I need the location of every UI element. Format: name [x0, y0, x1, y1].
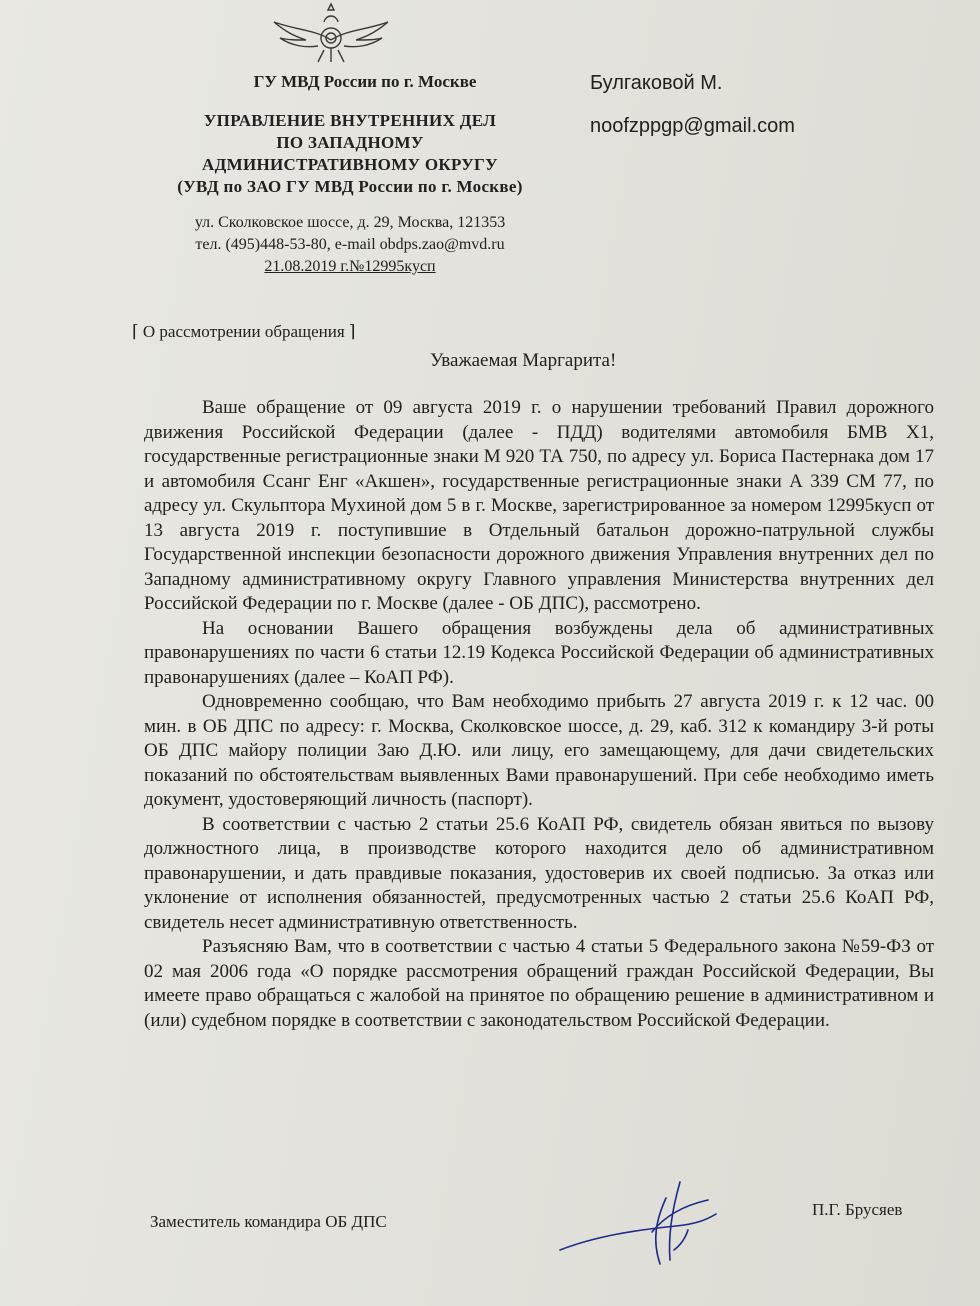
recipient-email: noofzppgp@gmail.com [590, 115, 795, 137]
handwritten-signature [556, 1160, 756, 1270]
dept-line: (УВД по ЗАО ГУ МВД России по г. Москве) [177, 177, 523, 196]
dept-line: АДМИНИСТРАТИВНОМУ ОКРУГУ [202, 155, 498, 174]
salutation: Уважаемая Маргарита! [430, 350, 617, 371]
address: ул. Сколковское шоссе, д. 29, Москва, 121353 [194, 214, 506, 231]
recipient-name: Булгаковой М. [590, 72, 723, 94]
department-name [150, 110, 550, 198]
signer-name: П.Г. Брусяев [812, 1200, 903, 1219]
signer-position: Заместитель командира ОБ ДПС [150, 1212, 387, 1231]
subject-line [132, 322, 356, 342]
double-headed-eagle-emblem-icon [266, 0, 396, 64]
body-paragraph: Одновременно сообщаю, что Вам необходимо прибыть 27 августа 2019 г. к 12 час. 00 мин. в ОБ ДПС по адресу: г. Москва, Сколковское шоссе, д. 29, каб. 312 к командиру 3-й роты ОБ ДПС майору полиции Заю Д.Ю. или лицу, его замещающему, для дачи свидетельских показаний по обстоятельствам выявленных Вами правонарушений. При себе необходимо иметь документ, удостоверяющий личность (паспорт). [144, 691, 934, 810]
corner-bracket-left-icon: ⌈ [132, 322, 139, 341]
body-paragraph: Разъясняю Вам, что в соответствии с частью 4 статьи 5 Федерального закона №59-ФЗ от 02 мая 2006 года «О порядке рассмотрения обращений граждан Российской Федерации, Вы имеете право обращаться с жалобой на принятое по обращению решение в административном и (или) судебном порядке в соответствии с законодательством Российской Федерации. [144, 936, 934, 1031]
corner-bracket-right-icon: ⌉ [348, 322, 356, 341]
registration-number: 21.08.2019 г.№12995кусп [264, 258, 436, 275]
body-paragraph: Ваше обращение от 09 августа 2019 г. о нарушении требований Правил дорожного движения Российской Федерации (далее - ПДД) водителями автомобиля БМВ Х1, государственные регистрационные знаки М 920 ТА 750, по адресу ул. Бориса Пастернака дом 17 и автомобиля Ссанг Енг «Акшен», государственные регистрационные знаки А 339 СМ 77, по адресу ул. Скульптора Мухиной дом 5 в г. Москве, зарегистрированное за номером 12995кусп от 13 августа 2019 г. поступившие в Отдельный батальон дорожно-патрульной службы Государственной инспекции безопасности дорожного движения Управления внутренних дел по Западному административному округу Главного управления Министерства внутренних дел Российской Федерации по г. Москве (далее - ОБ ДПС), рассмотрено. [144, 397, 934, 614]
dept-line: ПО ЗАПАДНОМУ [276, 133, 424, 152]
body-paragraph: В соответствии с частью 2 статьи 25.6 КоАП РФ, свидетель обязан явиться по вызову должностного лица, в производстве которого находится дело об административном правонарушении, и дать правдивые показания, удостоверив их своей подписью. За отказ или уклонение от исполнения обязанностей, предусмотренных частью 2 статьи 25.6 КоАП РФ, свидетель несет административную ответственность. [144, 813, 934, 933]
subject-text: О рассмотрении обращения [142, 322, 345, 341]
contacts: тел. (495)448-53-80, e-mail obdps.zao@mvd.ru [195, 236, 505, 253]
dept-line: УПРАВЛЕНИЕ ВНУТРЕННИХ ДЕЛ [203, 111, 497, 130]
letter-body [144, 396, 934, 1033]
issuer-block [150, 72, 550, 278]
org-top: ГУ МВД России по г. Москве [253, 72, 477, 91]
recipient-block [590, 72, 795, 158]
address-block [150, 212, 550, 278]
body-paragraph: На основании Вашего обращения возбуждены дела об административных правонарушениях по части 6 статьи 12.19 Кодекса Российской Федерации об административных правонарушениях (далее – КоАП РФ). [144, 617, 934, 688]
